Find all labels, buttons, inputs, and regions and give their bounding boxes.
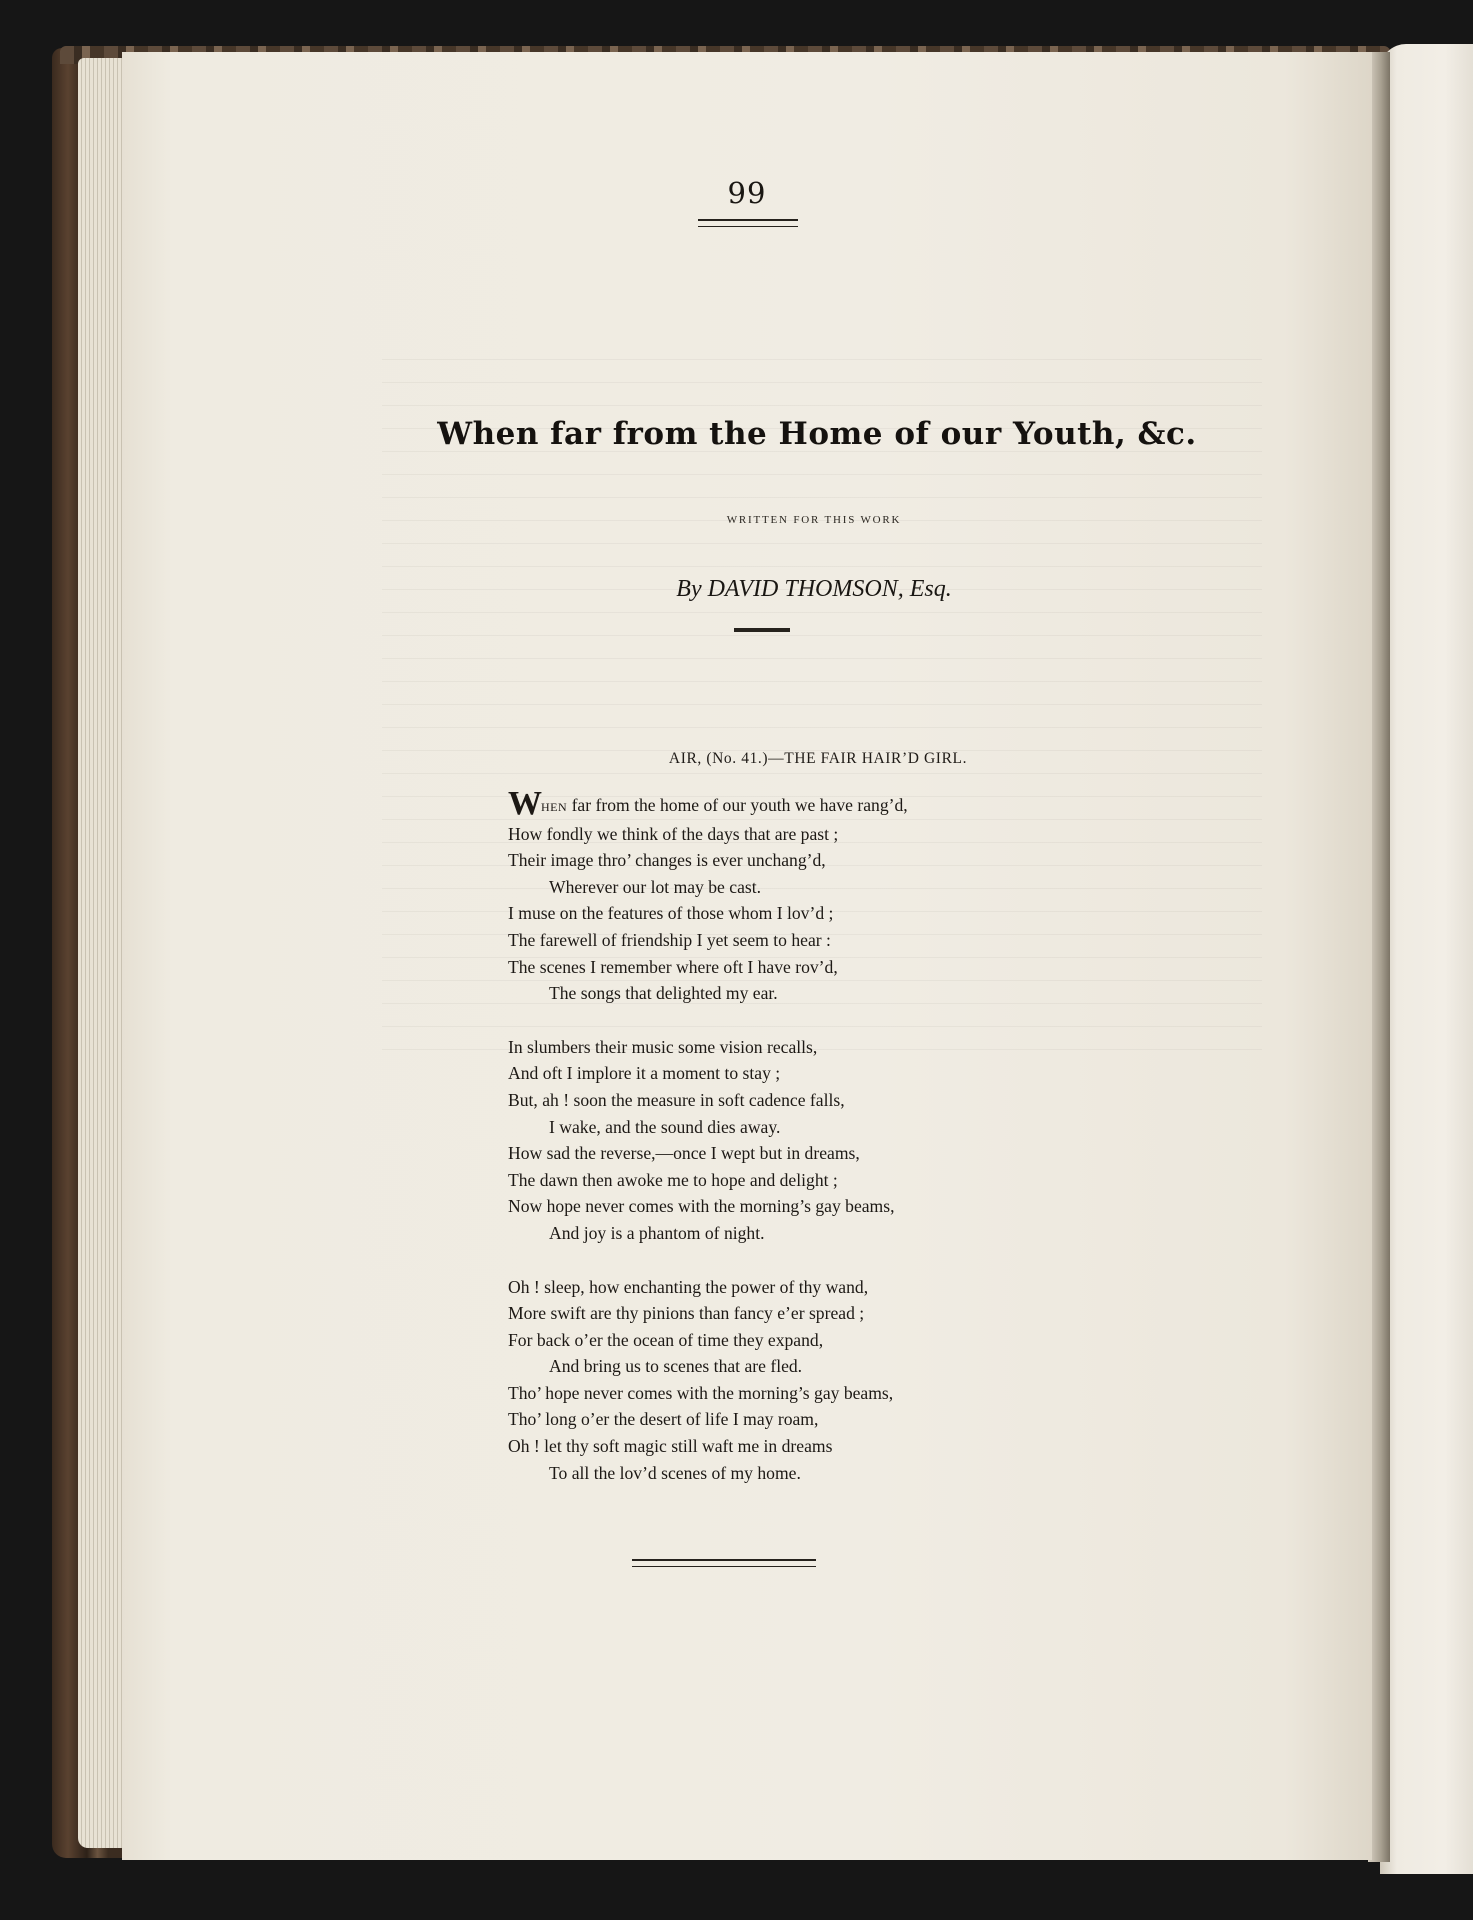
- poem-line: And oft I implore it a moment to stay ;: [508, 1063, 781, 1084]
- drop-cap: W: [508, 785, 541, 822]
- poem-title: When far from the Home of our Youth, &c.: [437, 416, 1197, 452]
- facing-page: [1380, 44, 1473, 1874]
- poem-line: Wherever our lot may be cast.: [549, 876, 762, 897]
- poem-line: Tho’ hope never comes with the morning’s gay beams,: [508, 1382, 894, 1403]
- poem-line: For back o’er the ocean of time they expand,: [508, 1329, 824, 1350]
- poem-line: In slumbers their music some vision recalls,: [508, 1036, 818, 1057]
- stanza-2: [508, 1034, 1148, 1247]
- poem-line: The dawn then awoke me to hope and delight ;: [508, 1169, 838, 1190]
- poem-line: How fondly we think of the days that are past ;: [508, 823, 839, 844]
- poem-line: Oh ! let thy soft magic still waft me in dreams: [508, 1436, 833, 1457]
- book-page: [122, 52, 1372, 1860]
- poem-line: The scenes I remember where oft I have rov’d,: [508, 956, 838, 977]
- poem-line: Now hope never comes with the morning’s gay beams,: [508, 1196, 895, 1217]
- stanza-3: [508, 1274, 1148, 1487]
- poem-line: Oh ! sleep, how enchanting the power of thy wand,: [508, 1276, 869, 1297]
- poem-body: [508, 785, 1148, 1513]
- footer-rule: [632, 1559, 816, 1567]
- author-rule: [734, 628, 790, 632]
- poem-line: More swift are thy pinions than fancy e’er spread ;: [508, 1303, 865, 1324]
- page-content: [122, 52, 1372, 1860]
- poem-line: The farewell of friendship I yet seem to hear :: [508, 929, 831, 950]
- poem-line: I wake, and the sound dies away.: [549, 1116, 781, 1137]
- poem-line: And bring us to scenes that are fled.: [549, 1356, 803, 1377]
- stanza-list: [508, 821, 1148, 1487]
- header-rule: [698, 219, 798, 227]
- page-number: 99: [727, 176, 767, 210]
- poem-line: To all the lov’d scenes of my home.: [549, 1462, 801, 1483]
- first-word-smallcaps: HEN: [541, 800, 568, 814]
- poem-author: By DAVID THOMSON, Esq.: [676, 576, 952, 602]
- poem-line: Tho’ long o’er the desert of life I may roam,: [508, 1409, 819, 1430]
- poem-line: Their image thro’ changes is ever unchang’d,: [508, 850, 826, 871]
- poem-line: But, ah ! soon the measure in soft cadence falls,: [508, 1089, 845, 1110]
- stanza-1: [508, 821, 1148, 1007]
- poem-line: The songs that delighted my ear.: [549, 983, 778, 1004]
- poem-line: I muse on the features of those whom I lov’d ;: [508, 903, 834, 924]
- poem-subtitle: WRITTEN FOR THIS WORK: [726, 514, 902, 526]
- first-line-rest: far from the home of our youth we have rang’d,: [567, 795, 908, 815]
- poem-line: How sad the reverse,—once I wept but in dreams,: [508, 1143, 860, 1164]
- poem-line: And joy is a phantom of night.: [549, 1222, 765, 1243]
- air-note: AIR, (No. 41.)—THE FAIR HAIR’D GIRL.: [668, 750, 968, 767]
- poem-first-line: [508, 785, 1148, 822]
